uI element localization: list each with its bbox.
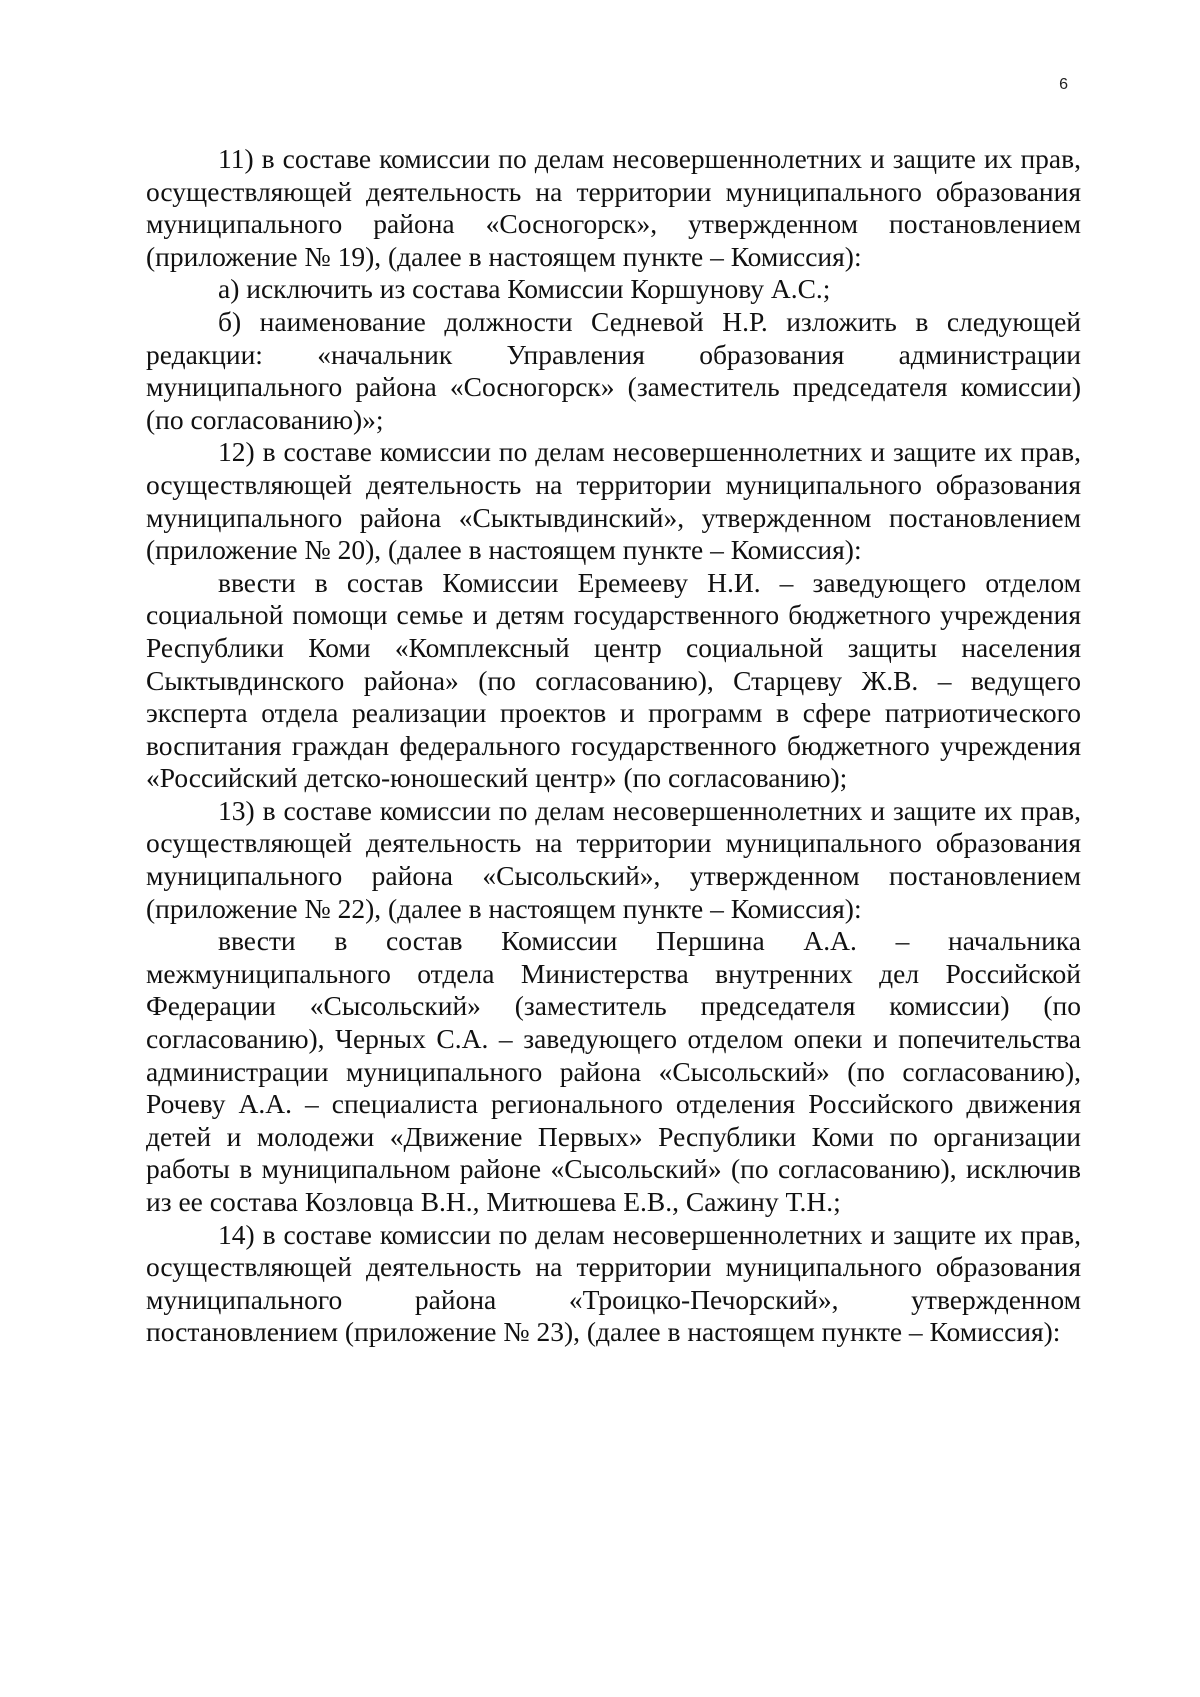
paragraph-item-13: 13) в составе комиссии по делам несовершеннолетних и защите их прав, осуществляющей деятельность на территории муниципального образования муниципального района «Сысольский», утвержденном постановлением (приложение № 22), (далее в настоящем пункте – Комиссия): (146, 794, 1081, 924)
paragraph-item-13-body: ввести в состав Комиссии Першина А.А. – начальника межмуниципального отдела Министерства внутренних дел Российской Федерации «Сысольский» (заместитель председателя комиссии) (по согласованию), Черных С.А. – заведующего отделом опеки и попечительства администрации муниципального района «Сысольский» (по согласованию), Рочеву А.А. – специалиста регионального отделения Российского движения детей и молодежи «Движение Первых» Республики Коми по организации работы в муниципальном районе «Сысольский» (по согласованию), исключив из ее состава Козловца В.Н., Митюшева Е.В., Сажину Т.Н.; (146, 925, 1081, 1217)
page-number: 6 (1059, 76, 1068, 93)
document-body (146, 143, 1081, 1349)
paragraph-subitem-b: б) наименование должности Седневой Н.Р. изложить в следующей редакции: «начальник Управления образования администрации муниципального района «Сосногорск» (заместитель председателя комиссии) (по согласованию)»; (146, 305, 1081, 435)
paragraph-item-14: 14) в составе комиссии по делам несовершеннолетних и защите их прав, осуществляющей деятельность на территории муниципального образования муниципального района «Троицко-Печорский», утвержденном постановлением (приложение № 23), (далее в настоящем пункте – Комиссия): (146, 1218, 1081, 1348)
paragraph-item-12-body: ввести в состав Комиссии Еремееву Н.И. – заведующего отделом социальной помощи семье и детям государственного бюджетного учреждения Республики Коми «Комплексный центр социальной защиты населения Сыктывдинского района» (по согласованию), Старцеву Ж.В. – ведущего эксперта отдела реализации проектов и программ в сфере патриотического воспитания граждан федерального государственного бюджетного учреждения «Российский детско-юношеский центр» (по согласованию); (146, 566, 1081, 794)
paragraph-item-11: 11) в составе комиссии по делам несовершеннолетних и защите их прав, осуществляющей деятельность на территории муниципального образования муниципального района «Сосногорск», утвержденном постановлением (приложение № 19), (далее в настоящем пункте – Комиссия): (146, 143, 1081, 272)
paragraph-subitem-a: а) исключить из состава Комиссии Коршунову А.С.; (218, 273, 831, 305)
paragraph-item-12: 12) в составе комиссии по делам несовершеннолетних и защите их прав, осуществляющей деятельность на территории муниципального образования муниципального района «Сыктывдинский», утвержденном постановлением (приложение № 20), (далее в настоящем пункте – Комиссия): (146, 436, 1081, 566)
